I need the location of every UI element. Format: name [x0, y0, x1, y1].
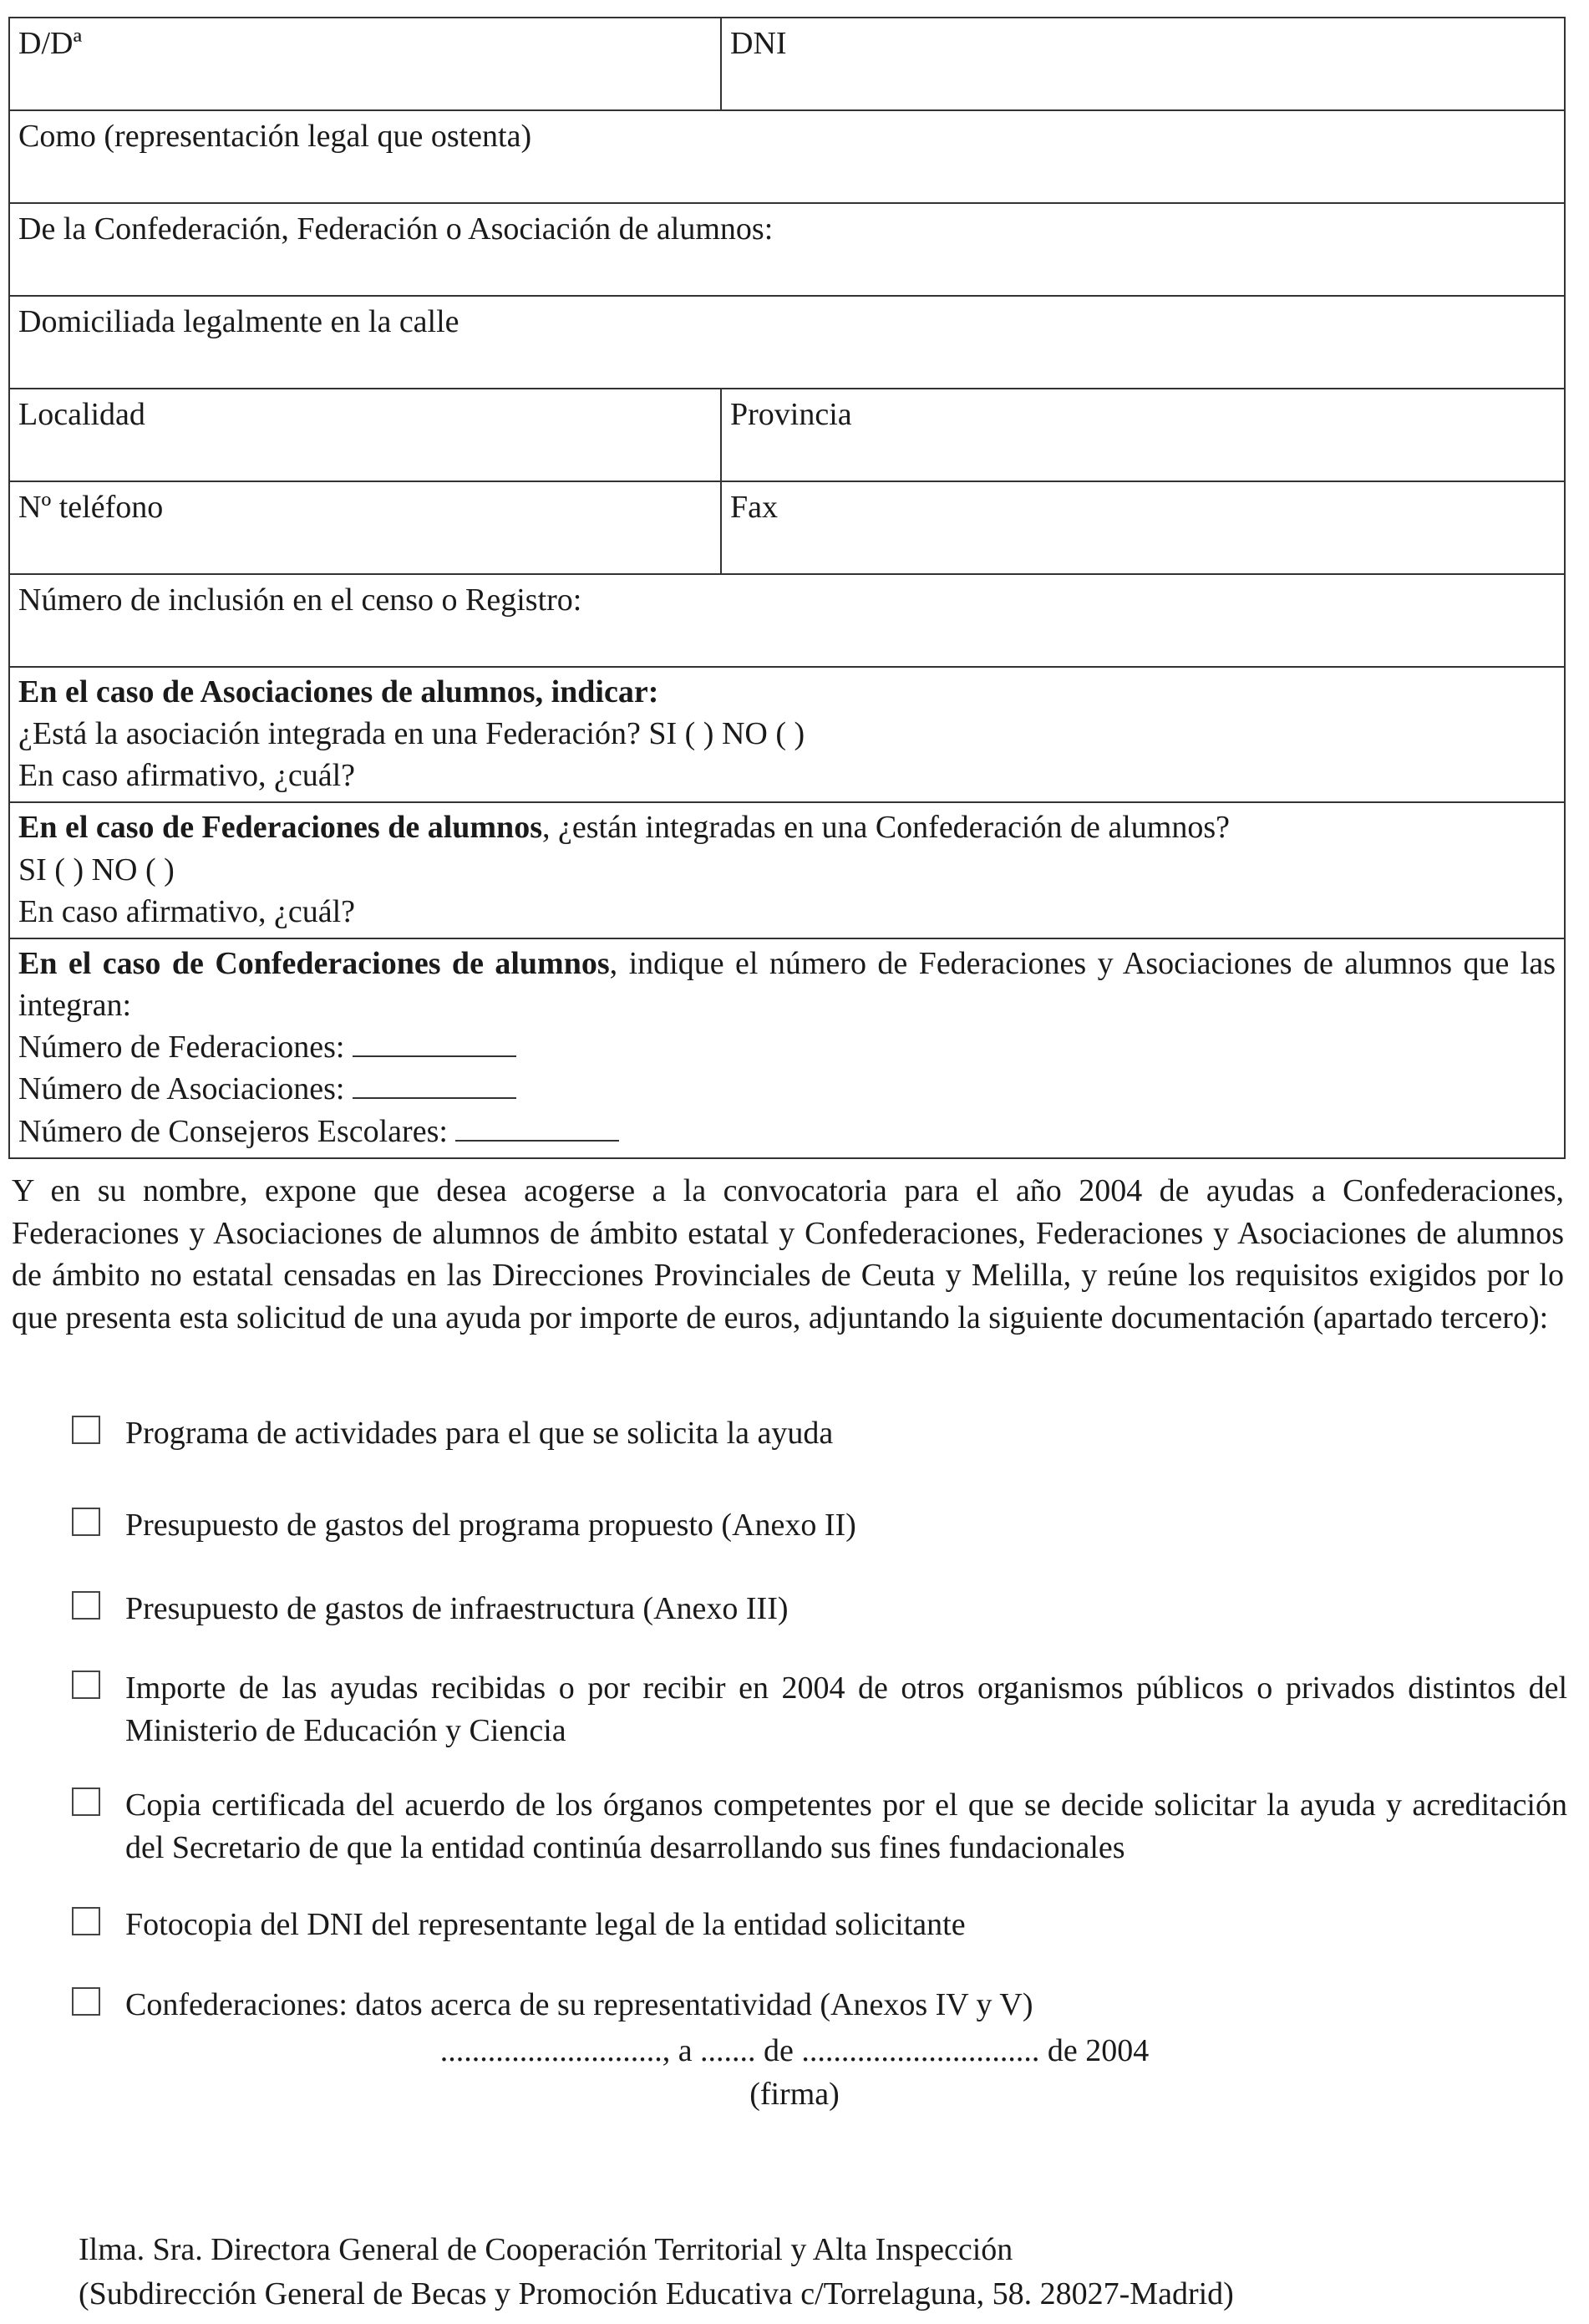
- row-dd-dni: [10, 18, 1564, 111]
- confederaciones-section: [10, 939, 1564, 1157]
- telefono-label: Nº teléfono: [18, 490, 164, 525]
- place-date-line[interactable]: ............................, a ....... de .............................. de 2004: [439, 2033, 1150, 2068]
- document-item: [72, 1412, 1567, 1455]
- document-item: [72, 1984, 1567, 2027]
- document-item: [72, 1504, 1567, 1547]
- document-item: [72, 1588, 1567, 1630]
- checkbox[interactable]: [72, 1671, 100, 1699]
- row-confederaciones: [10, 939, 1564, 1157]
- row-telefono-fax: [10, 482, 1564, 575]
- row-localidad-provincia: [10, 389, 1564, 482]
- expone-paragraph: [12, 1170, 1564, 1339]
- dd-label: D/Dª: [18, 26, 82, 61]
- telefono-field[interactable]: [10, 482, 722, 573]
- federaciones-question: , ¿están integradas en una Confederación de alumnos?: [541, 810, 1230, 846]
- num-asociaciones-blank[interactable]: [353, 1072, 516, 1099]
- entidad-label: De la Confederación, Federación o Asociación de alumnos:: [18, 211, 774, 247]
- checkbox[interactable]: [72, 1591, 100, 1620]
- confederaciones-question: , indique el número de Federaciones y Asociaciones de alumnos que las integran:: [18, 945, 1556, 1024]
- row-censo: [10, 575, 1564, 668]
- document-item-label: Programa de actividades para el que se solicita la ayuda: [125, 1416, 834, 1451]
- asociaciones-section: [10, 668, 1564, 801]
- checkbox[interactable]: [72, 1907, 100, 1935]
- document-item-label: Importe de las ayudas recibidas o por recibir en 2004 de otros organismos públicos o privados distintos del Ministerio de Educación y Ciencia: [125, 1671, 1567, 1749]
- row-domicilio: [10, 297, 1564, 389]
- num-federaciones-label: Número de Federaciones:: [18, 1030, 345, 1065]
- signature-label: (firma): [749, 2077, 840, 2112]
- checkbox[interactable]: [72, 1987, 100, 2016]
- fax-field[interactable]: [722, 482, 1564, 573]
- dd-field[interactable]: [10, 18, 722, 109]
- localidad-field[interactable]: [10, 389, 722, 481]
- federaciones-section: [10, 803, 1564, 937]
- recipient-block: [79, 2228, 1499, 2316]
- como-field[interactable]: [10, 111, 1564, 202]
- row-federaciones: [10, 803, 1564, 938]
- censo-field[interactable]: [10, 575, 1564, 666]
- document-item: [72, 1904, 1567, 1946]
- dni-field[interactable]: [722, 18, 1564, 109]
- fax-label: Fax: [730, 490, 778, 525]
- document-item-label: Copia certificada del acuerdo de los órganos competentes por el que se decide solicitar la ayuda y acreditación del Secretario de que la entidad continúa desarrollando sus fines fundacionales: [125, 1787, 1567, 1866]
- row-entidad: [10, 204, 1564, 297]
- censo-label: Número de inclusión en el censo o Registro:: [18, 582, 582, 618]
- confederaciones-heading: En el caso de Confederaciones de alumnos: [18, 945, 610, 981]
- num-consejeros-label: Número de Consejeros Escolares:: [18, 1113, 448, 1149]
- recipient-line-1: Ilma. Sra. Directora General de Cooperación Territorial y Alta Inspección: [79, 2232, 1013, 2267]
- recipient-line-2: (Subdirección General de Becas y Promoción Educativa c/Torrelaguna, 58. 28027-Madrid): [79, 2276, 1234, 2312]
- asociaciones-question[interactable]: ¿Está la asociación integrada en una Federación? SI ( ) NO ( ): [18, 716, 805, 752]
- federaciones-options[interactable]: SI ( ) NO ( ): [18, 852, 175, 887]
- num-consejeros-blank[interactable]: [455, 1115, 619, 1142]
- num-federaciones-blank[interactable]: [353, 1030, 516, 1057]
- checkbox[interactable]: [72, 1787, 100, 1816]
- applicant-data-table: [8, 17, 1566, 1159]
- row-asociaciones: [10, 668, 1564, 803]
- domicilio-field[interactable]: [10, 297, 1564, 388]
- dni-label: DNI: [730, 26, 787, 61]
- document-item-label: Presupuesto de gastos de infraestructura (Anexo III): [125, 1591, 789, 1626]
- row-como: [10, 111, 1564, 204]
- entidad-field[interactable]: [10, 204, 1564, 295]
- provincia-field[interactable]: [722, 389, 1564, 481]
- checkbox[interactable]: [72, 1508, 100, 1536]
- document-item: [72, 1667, 1567, 1753]
- provincia-label: Provincia: [730, 397, 852, 432]
- expone-text-after: euros, adjuntando la siguiente documentación (apartado tercero):: [723, 1299, 1549, 1335]
- expone-text-before: Y en su nombre, expone que desea acogerse a la convocatoria para el año 2004 de ayudas a Confederaciones, Federaciones y Asociaciones de alumnos de ámbito estatal y Confederaciones, Federaciones y Asociaciones de alumnos de ámbito no estatal censadas en las Direcciones Provinciales de Ceuta y Melilla, y reúne los requisitos exigidos por lo que presenta esta solicitud de una ayuda por importe de: [12, 1173, 1564, 1335]
- domicilio-label: Domiciliada legalmente en la calle: [18, 304, 459, 339]
- localidad-label: Localidad: [18, 397, 145, 432]
- federaciones-heading: En el caso de Federaciones de alumnos: [18, 810, 542, 846]
- asociaciones-heading: En el caso de Asociaciones de alumnos, indicar:: [18, 674, 659, 709]
- document-item-label: Confederaciones: datos acerca de su representatividad (Anexos IV y V): [125, 1987, 1033, 2022]
- asociaciones-followup[interactable]: En caso afirmativo, ¿cuál?: [18, 758, 356, 794]
- document-item: [72, 1784, 1567, 1870]
- document-item-label: Fotocopia del DNI del representante legal de la entidad solicitante: [125, 1907, 966, 1942]
- federaciones-followup[interactable]: En caso afirmativo, ¿cuál?: [18, 893, 356, 929]
- como-label: Como (representación legal que ostenta): [18, 119, 532, 154]
- document-item-label: Presupuesto de gastos del programa propuesto (Anexo II): [125, 1508, 856, 1543]
- num-asociaciones-label: Número de Asociaciones:: [18, 1071, 345, 1107]
- checkbox[interactable]: [72, 1416, 100, 1444]
